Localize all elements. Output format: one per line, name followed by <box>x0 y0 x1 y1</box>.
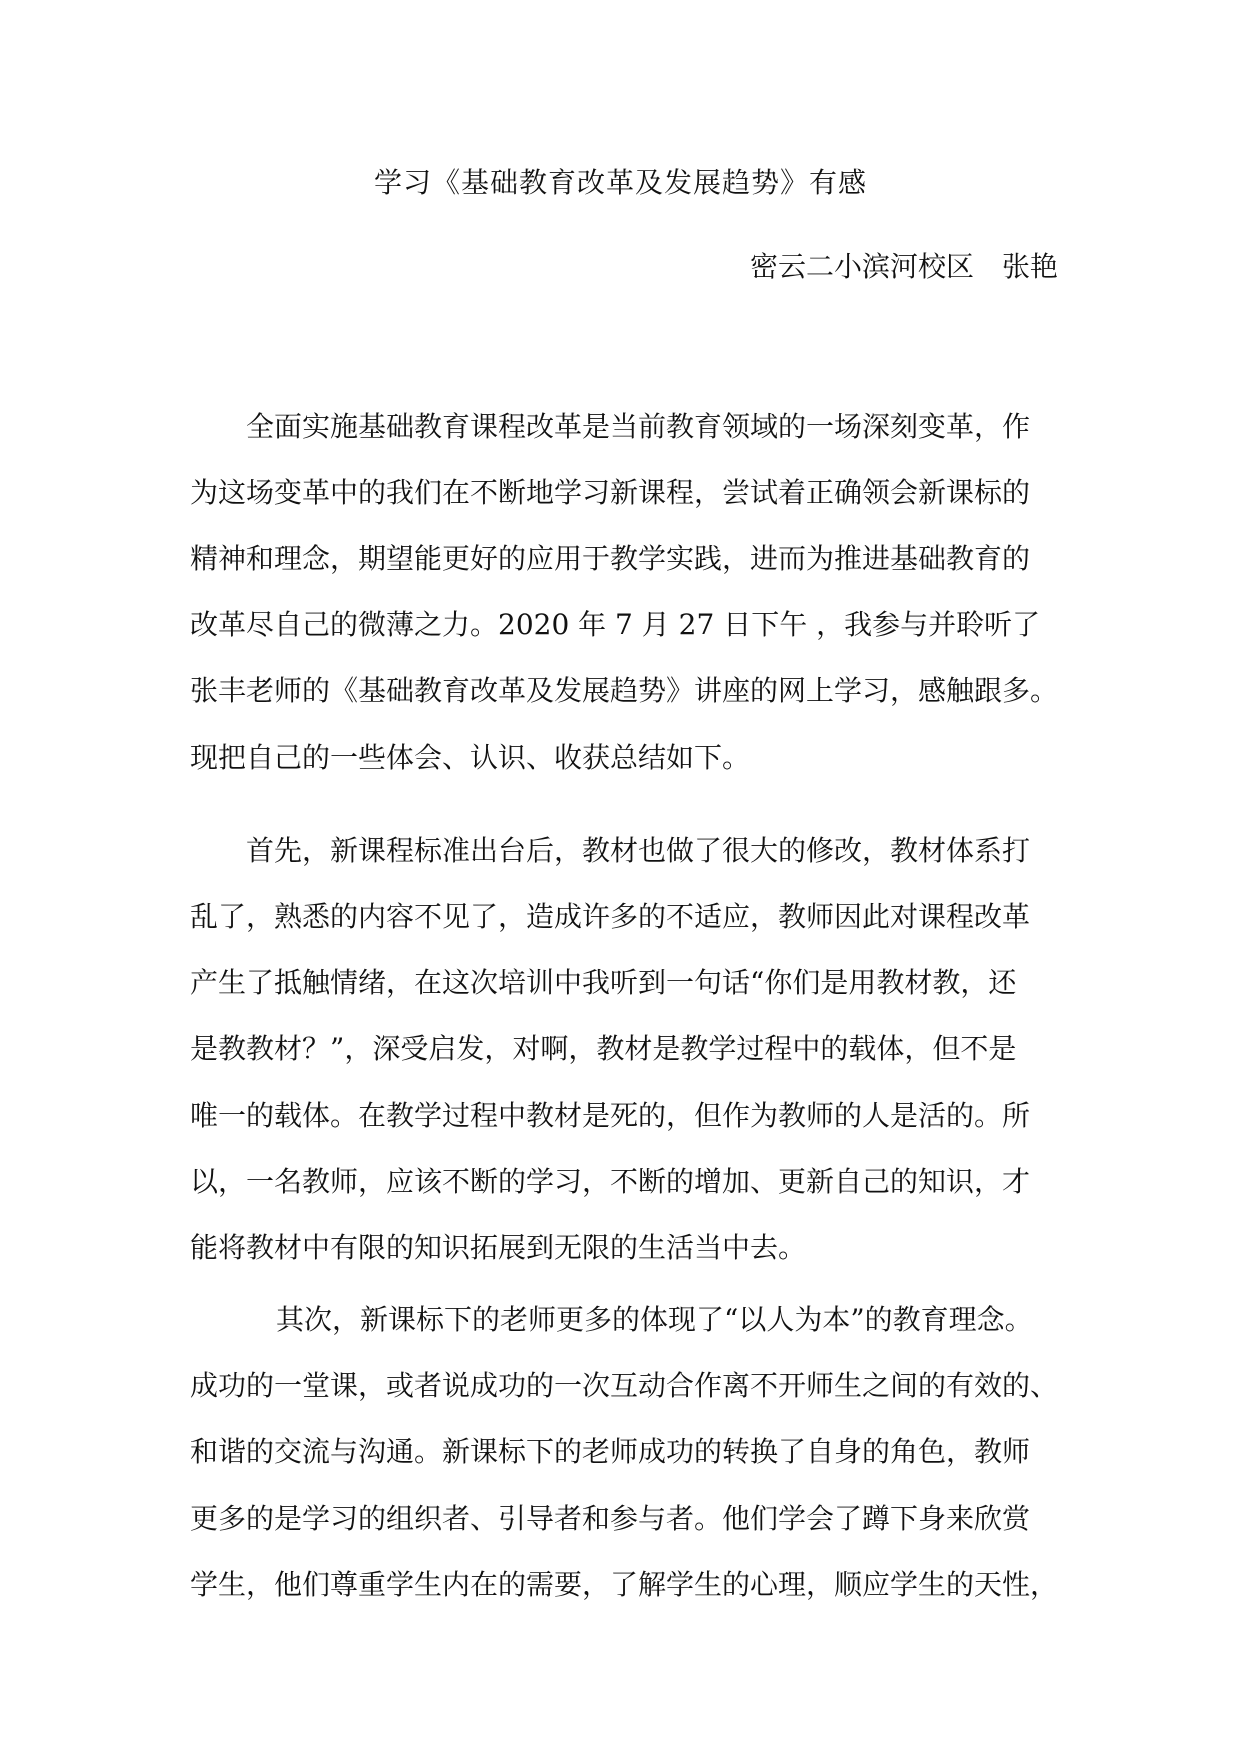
document-title: 学习《基础教育改革及发展趋势》有感 <box>373 166 867 199</box>
text-line: 唯一的载体。在教学过程中教材是死的，但作为教师的人是活的。所 <box>190 1099 1031 1132</box>
author-school: 密云二小滨河校区 <box>749 250 974 283</box>
text-line: 为这场变革中的我们在不断地学习新课程，尝试着正确领会新课标的 <box>190 476 1031 509</box>
text-line: 是教教材？”，深受启发，对啊，教材是教学过程中的载体，但不是 <box>190 1032 1017 1065</box>
text-line: 张丰老师的《基础教育改革及发展趋势》讲座的网上学习，感触跟多。 <box>190 674 1058 707</box>
author-line <box>700 247 1058 287</box>
text-line: 成功的一堂课，或者说成功的一次互动合作离不开师生之间的有效的、 <box>190 1369 1058 1402</box>
text-line: 全面实施基础教育课程改革是当前教育领域的一场深刻变革，作 <box>246 410 1031 443</box>
text-line: 产生了抵触情绪，在这次培训中我听到一句话“你们是用教材教，还 <box>190 966 1017 999</box>
text-line: 其次，新课标下的老师更多的体现了“以人为本”的教育理念。 <box>276 1303 1033 1336</box>
text-line: 能将教材中有限的知识拓展到无限的生活当中去。 <box>190 1231 807 1264</box>
text-line: 改革尽自己的微薄之力。2020 年 7 月 27 日下午 ，我参与并聆听了 <box>190 608 1041 641</box>
text-line: 和谐的交流与沟通。新课标下的老师成功的转换了自身的角色，教师 <box>190 1435 1031 1468</box>
text-line: 学生，他们尊重学生内在的需要，了解学生的心理，顺应学生的天性， <box>190 1568 1058 1601</box>
author-name: 张艳 <box>1001 250 1058 283</box>
text-line: 以，一名教师，应该不断的学习，不断的增加、更新自己的知识，才 <box>190 1165 1031 1198</box>
text-line: 更多的是学习的组织者、引导者和参与者。他们学会了蹲下身来欣赏 <box>190 1502 1031 1535</box>
text-line: 首先，新课程标准出台后，教材也做了很大的修改，教材体系打 <box>246 834 1031 867</box>
text-line: 乱了，熟悉的内容不见了，造成许多的不适应，教师因此对课程改革 <box>190 900 1031 933</box>
text-line: 现把自己的一些体会、认识、收获总结如下。 <box>190 741 751 774</box>
text-line: 精神和理念，期望能更好的应用于教学实践，进而为推进基础教育的 <box>190 542 1031 575</box>
